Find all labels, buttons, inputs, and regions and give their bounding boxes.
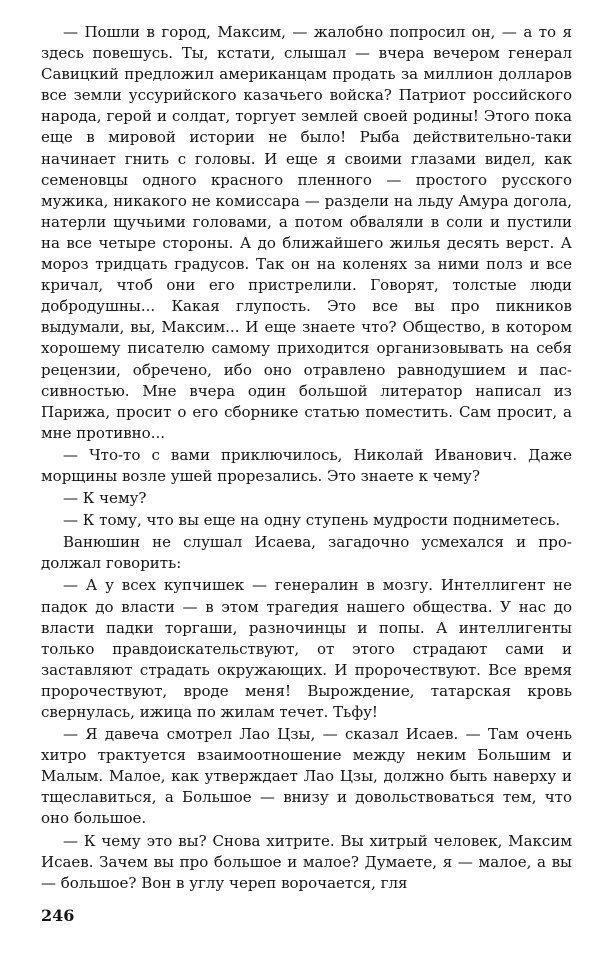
paragraph-3: — К чему? [63,489,147,508]
page-number: 246 [41,906,75,925]
paragraph-1: — Пошли в город, Максим, — жалобно попросил он, — а то я здесь повешусь. Ты, кстати, слышал — вчера вечером генерал Савицкий предложил американцам продать за миллион долларов все земли уссурийского казачьего войска? Патриот российского народа, герой и солдат, торгует землей своей родины! Этого пока еще в мировой истории не было! Рыба действительно-таки начинает гнить с головы. И еще я своими глазами видел, как семеновцы одного красного пленного — простого русского мужика, никакого не комиссара — раздели на льду Амура догола, натерли щучьими головами, а потом обваляли в соли и пустили на все четыре стороны. А до ближайшего жилья десять верст. А мороз тридцать градусов. Так он на коленях за ними полз и все кричал, чтоб они его пристрелили. Говорят, толстые люди добродушны... Какая глупость. Это все вы про пикников выдумали, вы, Максим... И еще знаете что? Общество, в котором хорошему писателю самому приходится организовывать на себя рецензии, обречено, ибо оно отравлено равнодушием и пассивностью. Мне вчера один большой литератор написал из Парижа, просит о его сборнике статью поместить. Сам просит, а мне противно... [41,23,572,442]
paragraph-5: Ванюшин не слушал Исаева, загадочно усмехался и продолжал говорить: [41,533,572,573]
paragraph-7: — Я давеча смотрел Лао Цзы, — сказал Исаев. — Там очень хитро трактуется взаимоотношение между неким Большим и Малым. Малое, как утверждает Лао Цзы, должно быть наверху и тщеславиться, а Большое — внизу и довольствоваться тем, что оно большое. [41,725,572,828]
paragraph-8: — К чему это вы? Снова хитрите. Вы хитрый человек, Максим Исаев. Зачем вы про большое и малое? Думаете, я — малое, а вы — большое? Вон в углу череп ворочается, гля [41,831,572,892]
body-text [41,22,572,894]
paragraph-2: — Что-то с вами приключилось, Николай Иванович. Даже морщины возле ушей прорезались. Это знаете к чему? [41,445,572,485]
paragraph-6: — А у всех купчишек — генералин в мозгу. Интеллигент не падок до власти — в этом трагедия нашего общества. У нас до власти падки торгаши, разночинцы и попы. А интеллигенты только правдоискательствуют, от этого страдают сами и заставляют страдать окружающих. И пророчествуют. Все время пророчествуют, вроде меня! Вырождение, татарская кровь свернулась, ижица по жилам течет. Тьфу! [41,576,572,721]
paragraph-4: — К тому, что вы еще на одну ступень мудрости подниметесь. [63,511,561,530]
